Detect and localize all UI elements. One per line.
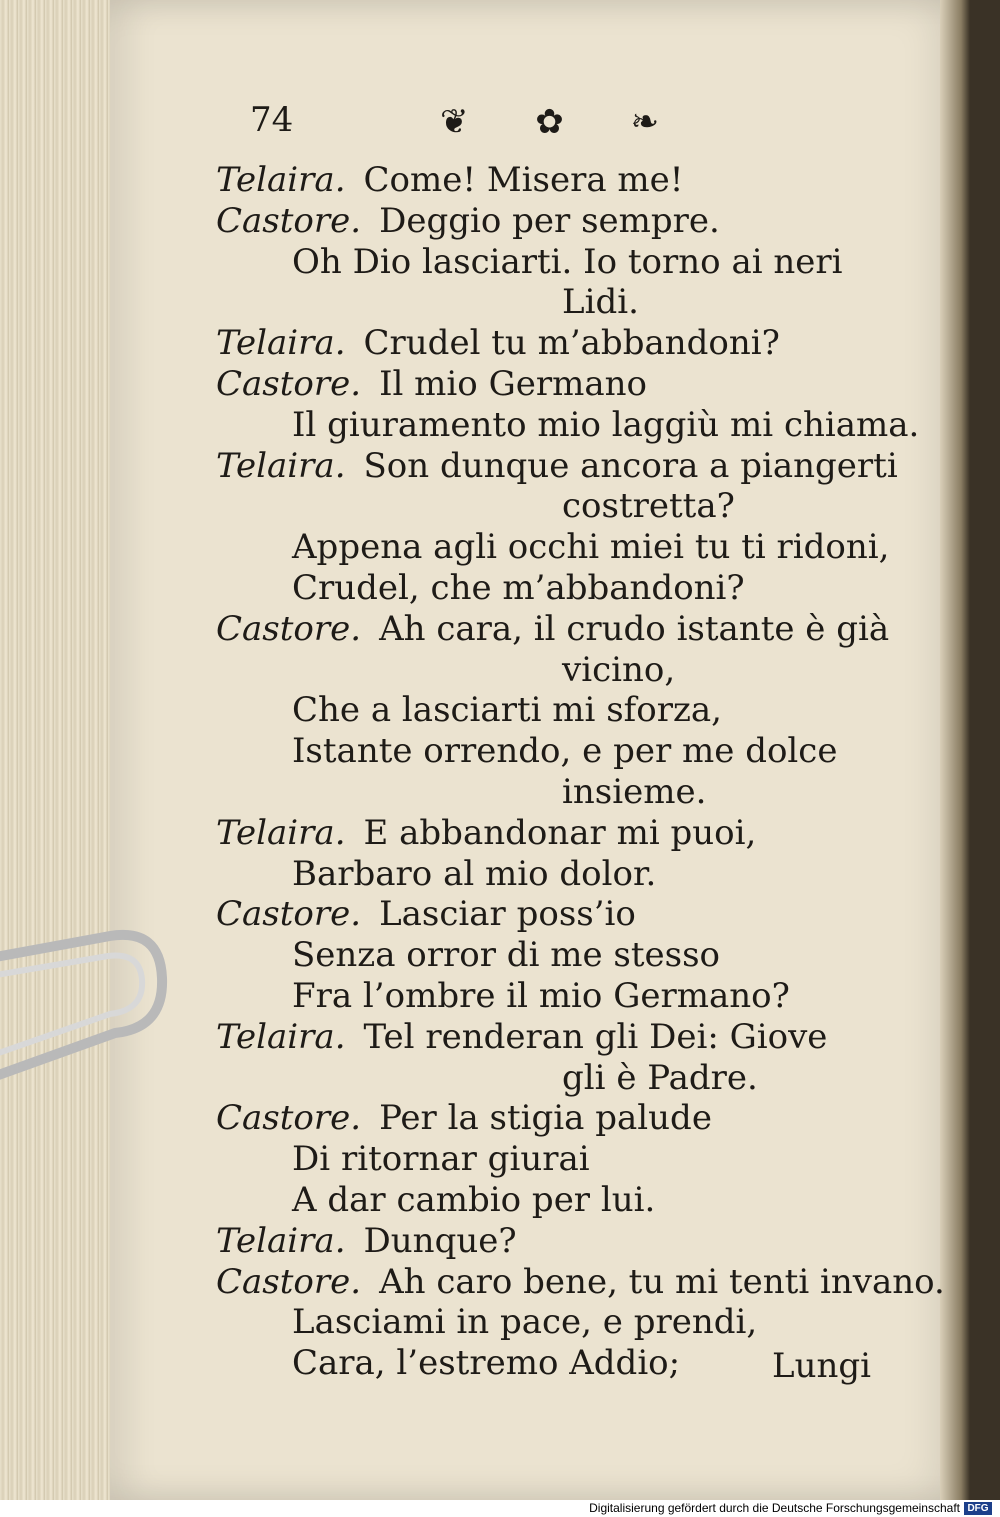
dfg-logo-icon: DFG	[964, 1502, 992, 1515]
text-line	[216, 527, 916, 568]
text-line	[216, 364, 916, 405]
text-line	[216, 813, 916, 854]
text-line	[216, 1098, 916, 1139]
line-text: Istante orrendo, e per me dolce	[292, 731, 838, 772]
line-text: Crudel, che m’abbandoni?	[292, 567, 745, 608]
text-line	[216, 1261, 945, 1303]
page-number: 74	[250, 100, 294, 140]
text-line	[216, 650, 916, 691]
speaker-name: Castore.	[216, 1098, 362, 1139]
text-line	[216, 1221, 916, 1262]
text-line	[216, 1058, 916, 1099]
text-line	[216, 772, 916, 813]
text-line	[216, 282, 916, 323]
footer-bar	[0, 1500, 1000, 1517]
speaker-name: Telaira.	[216, 445, 346, 486]
line-text: Ah cara, il crudo istante è già	[379, 608, 890, 649]
line-text: Il mio Germano	[379, 363, 647, 404]
text-line	[216, 609, 916, 650]
speaker-name: Telaira.	[216, 1220, 346, 1261]
page-header	[250, 100, 730, 150]
text-line	[216, 1302, 916, 1343]
text-line	[216, 201, 916, 242]
text-line	[216, 1017, 916, 1058]
text-line	[216, 323, 916, 364]
text-line	[216, 1139, 916, 1180]
text-line	[216, 976, 916, 1017]
line-text: Che a lasciarti mi sforza,	[292, 690, 722, 731]
text-line	[216, 446, 916, 487]
text-line	[216, 894, 916, 935]
line-text: Tel renderan gli Dei: Giove	[363, 1016, 828, 1057]
line-text: Lasciami in pace, e prendi,	[292, 1302, 758, 1343]
text-line	[216, 1180, 916, 1221]
line-text: Dunque?	[363, 1220, 517, 1261]
text-line	[216, 160, 916, 201]
line-text: insieme.	[562, 771, 707, 812]
speaker-name: Telaira.	[216, 323, 346, 364]
line-text: Deggio per sempre.	[379, 200, 720, 241]
line-text: Son dunque ancora a piangerti	[363, 445, 898, 486]
line-text: Appena agli occhi miei tu ti ridoni,	[292, 527, 890, 568]
libretto-text	[216, 160, 945, 1384]
line-text: Lasciar poss’io	[379, 894, 636, 935]
text-line	[216, 731, 916, 772]
line-text: Fra l’ombre il mio Germano?	[292, 975, 790, 1016]
paper-clip-icon	[0, 928, 170, 1088]
line-text: Barbaro al mio dolor.	[292, 853, 657, 894]
line-text: vicino,	[562, 649, 676, 690]
text-line	[216, 568, 916, 609]
speaker-name: Castore.	[216, 894, 362, 935]
line-text: Per la stigia palude	[379, 1098, 712, 1139]
line-text: E abbandonar mi puoi,	[363, 812, 757, 853]
text-line	[216, 486, 916, 527]
book-page-edges	[0, 0, 122, 1500]
line-text: Di ritornar giurai	[292, 1139, 590, 1180]
line-text: Crudel tu m’abbandoni?	[363, 323, 780, 364]
speaker-name: Castore.	[216, 363, 362, 404]
header-ornament-icon: ❦ ✿ ❧	[440, 102, 688, 142]
line-text: Come! Misera me!	[363, 160, 684, 200]
speaker-name: Castore.	[216, 200, 362, 241]
line-text: Oh Dio lasciarti. Io torno ai neri	[292, 241, 843, 282]
text-line	[216, 854, 916, 895]
speaker-name: Telaira.	[216, 812, 346, 853]
line-text: Ah caro bene, tu mi tenti invano.	[379, 1261, 945, 1302]
speaker-name: Castore.	[216, 1261, 362, 1302]
text-line	[216, 404, 920, 446]
line-text: costretta?	[562, 486, 735, 527]
speaker-name: Telaira.	[216, 160, 346, 200]
speaker-name: Castore.	[216, 608, 362, 649]
line-text: Cara, l’estremo Addio;	[292, 1343, 681, 1384]
catchword: Lungi	[772, 1346, 872, 1386]
footer-credit: Digitalisierung gefördert durch die Deutsche Forschungsgemeinschaft	[589, 1501, 960, 1515]
line-text: Senza orror di me stesso	[292, 935, 721, 976]
line-text: Il giuramento mio laggiù mi chiama.	[292, 404, 920, 445]
text-line	[216, 242, 916, 283]
line-text: A dar cambio per lui.	[292, 1179, 656, 1220]
line-text: Lidi.	[562, 282, 639, 323]
line-text: gli è Padre.	[562, 1057, 758, 1098]
text-line	[216, 690, 916, 731]
speaker-name: Telaira.	[216, 1016, 346, 1057]
text-line	[216, 935, 916, 976]
